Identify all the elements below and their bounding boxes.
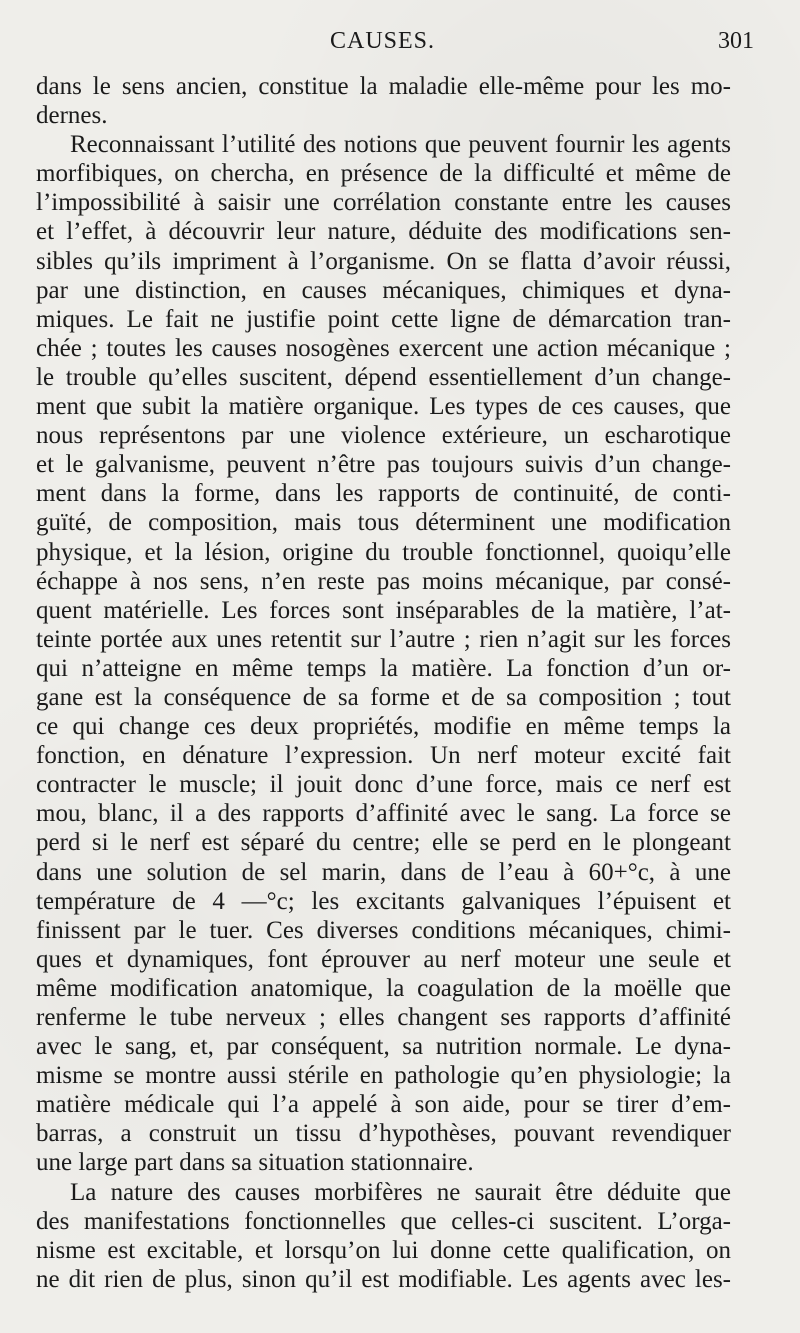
text-line: même modification anatomique, la coagulation de la moëlle que	[36, 974, 731, 1002]
text-line: sibles qu’ils impriment à l’organisme. On se flatta d’avoir réussi,	[36, 247, 731, 275]
text-line: La nature des causes morbifères ne saurait être déduite que	[70, 1178, 731, 1206]
text-line: dans une solution de sel marin, dans de l’eau à 60+°c, à une	[36, 858, 731, 886]
text-line: misme se montre aussi stérile en pathologie qu’en physiologie; la	[36, 1062, 731, 1090]
text-line: ment que subit la matière organique. Les types de ces causes, que	[36, 393, 731, 421]
text-line: guïté, de composition, mais tous déterminent une modification	[36, 509, 731, 537]
page-number: 301	[718, 28, 754, 54]
page-header	[0, 28, 800, 64]
text-line: et l’effet, à découvrir leur nature, déduite des modifications sen-	[36, 218, 731, 246]
text-line: quent matérielle. Les forces sont inséparables de la matière, l’at-	[36, 596, 731, 624]
text-line: par une distinction, en causes mécaniques, chimiques et dyna-	[36, 276, 731, 304]
text-line: Reconnaissant l’utilité des notions que peuvent fournir les agents	[70, 131, 731, 159]
text-line: renferme le tube nerveux ; elles changent ses rapports d’affinité	[36, 1004, 731, 1031]
text-line: mou, blanc, il a des rapports d’affinité avec le sang. La force se	[36, 800, 731, 828]
running-head: CAUSES.	[330, 28, 436, 54]
text-line: morfibiques, on chercha, en présence de la difficulté et même de	[36, 160, 731, 188]
text-line: teinte portée aux unes retentit sur l’autre ; rien n’agit sur les forces	[36, 625, 731, 653]
text-line: nisme est excitable, et lorsqu’on lui donne cette qualification, on	[36, 1236, 731, 1264]
text-line: des manifestations fonctionnelles que celles-ci suscitent. L’orga-	[36, 1207, 731, 1235]
text-line: ce qui change ces deux propriétés, modifie en même temps la	[36, 713, 731, 741]
text-line: dans le sens ancien, constitue la maladie elle-même pour les mo-	[36, 73, 731, 100]
text-line: physique, et la lésion, origine du trouble fonctionnel, quoiqu’elle	[36, 538, 731, 566]
text-line: chée ; toutes les causes nosogènes exercent une action mécanique ;	[36, 334, 731, 362]
text-line: une large part dans sa situation stationnaire.	[36, 1149, 474, 1177]
text-line: finissent par le tuer. Ces diverses conditions mécaniques, chimi-	[36, 916, 731, 944]
text-line: ne dit rien de plus, sinon qu’il est modifiable. Les agents avec les-	[36, 1265, 731, 1293]
text-line: avec le sang, et, par conséquent, sa nutrition normale. Le dyna-	[36, 1033, 731, 1061]
text-line: fonction, en dénature l’expression. Un nerf moteur excité fait	[36, 742, 731, 770]
text-line: et le galvanisme, peuvent n’être pas toujours suivis d’un change-	[36, 451, 731, 479]
text-line: perd si le nerf est séparé du centre; elle se perd en le plongeant	[36, 829, 731, 857]
text-line: dernes.	[36, 102, 108, 130]
text-line: contracter le muscle; il jouit donc d’une force, mais ce nerf est	[36, 771, 731, 799]
text-line: température de 4 —°c; les excitants galvaniques l’épuisent et	[36, 887, 731, 915]
text-line: matière médicale qui l’a appelé à son aide, pour se tirer d’em-	[36, 1091, 731, 1119]
text-line: ques et dynamiques, font éprouver au nerf moteur une seule et	[36, 945, 731, 973]
text-line: ment dans la forme, dans les rapports de continuité, de conti-	[36, 480, 731, 508]
text-line: l’impossibilité à saisir une corrélation constante entre les causes	[36, 189, 731, 217]
text-line: gane est la conséquence de sa forme et de sa composition ; tout	[36, 683, 731, 711]
text-line: barras, a construit un tissu d’hypothèses, pouvant revendiquer	[36, 1120, 731, 1148]
text-line: miques. Le fait ne justifie point cette ligne de démarcation tran-	[36, 305, 731, 333]
text-line: échappe à nos sens, n’en reste pas moins mécanique, par consé-	[36, 567, 731, 595]
text-line: qui n’atteigne en même temps la matière. La fonction d’un or-	[36, 654, 731, 682]
text-line: nous représentons par une violence extérieure, un escharotique	[36, 422, 731, 450]
text-line: le trouble qu’elles suscitent, dépend essentiellement d’un change-	[36, 363, 731, 391]
body-text	[36, 72, 731, 1294]
